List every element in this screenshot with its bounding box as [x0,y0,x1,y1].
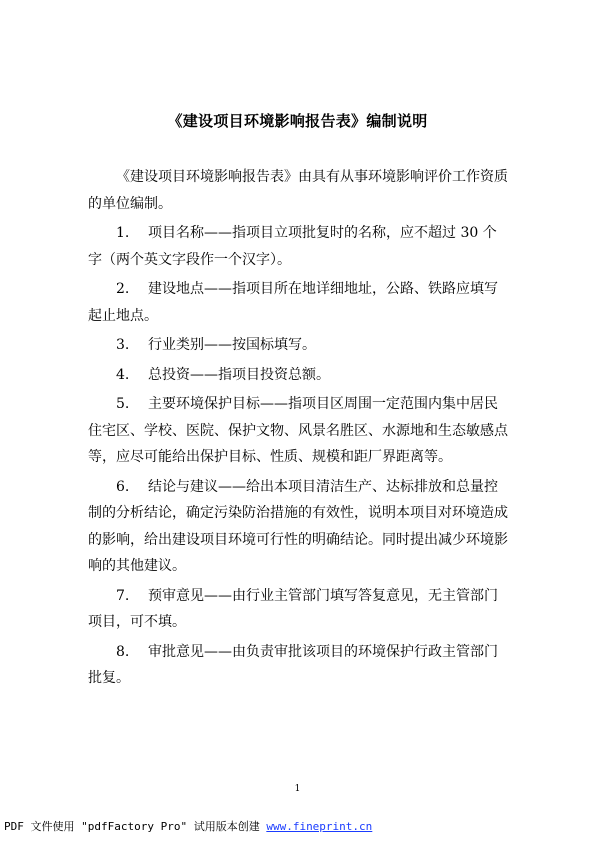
item-text: 审批意见——由负责审批该项目的环境保护行政主管部门批复。 [88,643,498,686]
item-text: 行业类别——按国标填写。 [148,337,316,353]
item-text: 主要环境保护目标——指项目区周围一定范围内集中居民住宅区、学校、医院、保护文物、风景名胜区、水源地和生态敏感点等，应尽可能给出保护目标、性质、规模和距厂界距离等。 [88,396,508,465]
item-number: 2. [116,281,130,297]
document-title: 《建设项目环境影响报告表》编制说明 [167,112,428,130]
list-item [88,391,508,471]
pdf-footer [4,818,372,834]
list-item [88,220,508,273]
item-number: 8. [116,643,130,660]
item-number: 5. [116,396,130,412]
list-item [88,276,508,329]
intro-paragraph: 《建设项目环境影响报告表》由具有从事环境影响评价工作资质的单位编制。 [88,169,508,212]
list-item [88,639,508,692]
fineprint-link[interactable]: www.fineprint.cn [266,820,373,833]
item-text: 建设地点——指项目所在地详细地址，公路、铁路应填写起止地点。 [88,281,498,324]
list-item [88,583,508,636]
document-body [88,164,508,695]
item-number: 3. [116,337,130,353]
item-text: 总投资——指项目投资总额。 [148,366,330,383]
item-number: 7. [116,587,130,604]
footer-text: PDF 文件使用 "pdfFactory Pro" 试用版本创建 [4,820,267,833]
item-text: 项目名称——指项目立项批复时的名称，应不超过 30 个字（两个英文字段作一个汉字）。 [88,225,497,268]
item-text: 结论与建议——给出本项目清洁生产、达标排放和总量控制的分析结论，确定污染防治措施的有效性，说明本项目对环境造成的影响，给出建设项目环境可行性的明确结论。同时提出减少环境影响的其他建议。 [88,478,508,574]
item-number: 4. [116,366,130,383]
list-item [88,332,508,359]
list-item [88,362,508,389]
item-number: 1. [116,225,130,241]
page-number: 1 [294,784,301,794]
list-item [88,474,508,580]
item-text: 预审意见——由行业主管部门填写答复意见，无主管部门项目，可不填。 [88,587,498,630]
item-number: 6. [116,478,130,495]
